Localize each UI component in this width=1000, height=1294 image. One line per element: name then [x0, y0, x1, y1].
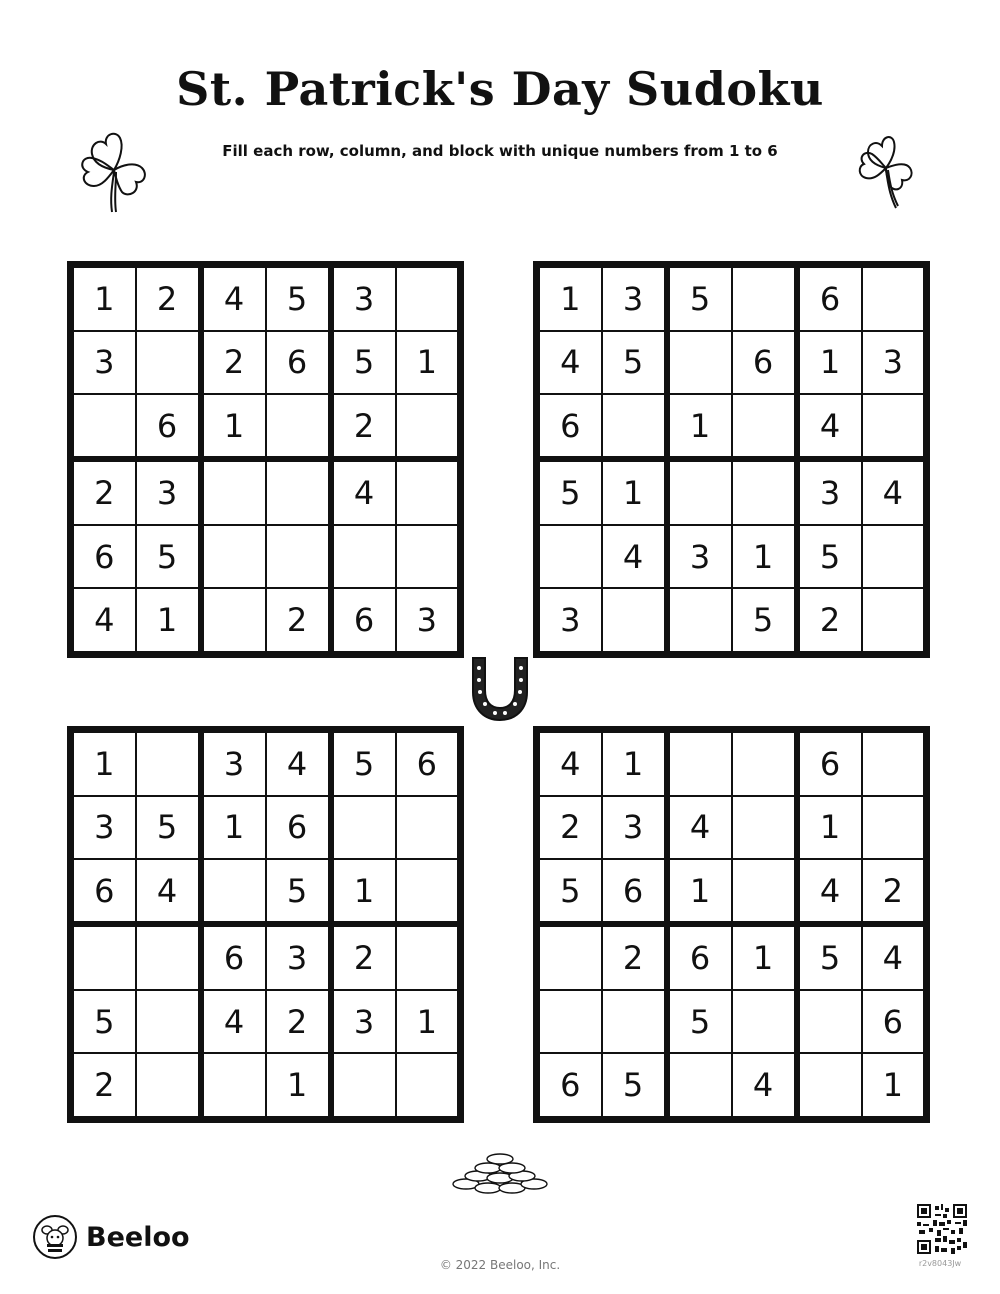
- sudoku-cell[interactable]: [71, 394, 136, 460]
- sudoku-cell[interactable]: 3: [797, 459, 862, 525]
- sudoku-cell[interactable]: 2: [201, 331, 266, 394]
- sudoku-cell[interactable]: 1: [862, 1053, 927, 1120]
- sudoku-cell[interactable]: 5: [71, 990, 136, 1053]
- sudoku-cell[interactable]: 3: [667, 525, 732, 588]
- sudoku-cell[interactable]: 5: [797, 525, 862, 588]
- sudoku-cell[interactable]: 6: [201, 924, 266, 990]
- sudoku-cell[interactable]: 6: [667, 924, 732, 990]
- sudoku-cell[interactable]: 1: [602, 459, 667, 525]
- sudoku-cell[interactable]: 6: [396, 730, 461, 797]
- sudoku-cell[interactable]: [396, 796, 461, 859]
- sudoku-cell[interactable]: 2: [136, 265, 201, 332]
- sudoku-cell[interactable]: 4: [797, 394, 862, 460]
- sudoku-cell[interactable]: [732, 796, 797, 859]
- brand-logo: [32, 1214, 190, 1260]
- sudoku-cell[interactable]: [667, 730, 732, 797]
- sudoku-cell[interactable]: 3: [201, 730, 266, 797]
- sudoku-cell[interactable]: 6: [266, 331, 331, 394]
- sudoku-cell[interactable]: 4: [331, 459, 396, 525]
- sudoku-cell[interactable]: [396, 525, 461, 588]
- sudoku-puzzle-3: [67, 726, 464, 1123]
- sudoku-cell[interactable]: [331, 796, 396, 859]
- sudoku-cell[interactable]: 3: [862, 331, 927, 394]
- sudoku-cell[interactable]: 2: [862, 859, 927, 925]
- sudoku-cell[interactable]: 6: [71, 859, 136, 925]
- sudoku-cell[interactable]: 3: [396, 588, 461, 655]
- sudoku-cell[interactable]: [862, 588, 927, 655]
- sudoku-cell[interactable]: [396, 459, 461, 525]
- sudoku-cell[interactable]: [732, 730, 797, 797]
- sudoku-cell[interactable]: 6: [537, 1053, 602, 1120]
- sudoku-cell[interactable]: [201, 1053, 266, 1120]
- sudoku-cell[interactable]: [862, 525, 927, 588]
- sudoku-cell[interactable]: [201, 859, 266, 925]
- sudoku-cell[interactable]: [732, 394, 797, 460]
- sudoku-cell[interactable]: 1: [71, 265, 136, 332]
- sudoku-cell[interactable]: [602, 588, 667, 655]
- sudoku-cell[interactable]: [396, 1053, 461, 1120]
- sudoku-cell[interactable]: 4: [136, 859, 201, 925]
- sudoku-cell[interactable]: 1: [201, 796, 266, 859]
- sudoku-cell[interactable]: [862, 730, 927, 797]
- sudoku-cell[interactable]: 6: [797, 265, 862, 332]
- sudoku-puzzle-4: [533, 726, 930, 1123]
- sudoku-cell[interactable]: 2: [266, 588, 331, 655]
- sudoku-grid: [533, 726, 930, 1123]
- sudoku-cell[interactable]: [396, 859, 461, 925]
- sudoku-cell[interactable]: 3: [331, 990, 396, 1053]
- sudoku-cell[interactable]: 2: [331, 924, 396, 990]
- sudoku-cell[interactable]: 1: [71, 730, 136, 797]
- sudoku-cell[interactable]: [797, 1053, 862, 1120]
- sudoku-cell[interactable]: 2: [602, 924, 667, 990]
- sudoku-puzzle-1: [67, 261, 464, 658]
- sudoku-cell[interactable]: [667, 588, 732, 655]
- sudoku-cell[interactable]: [201, 525, 266, 588]
- sudoku-cell[interactable]: 6: [71, 525, 136, 588]
- sudoku-cell[interactable]: 3: [71, 796, 136, 859]
- sudoku-cell[interactable]: 2: [537, 796, 602, 859]
- sudoku-cell[interactable]: 1: [732, 924, 797, 990]
- sudoku-cell[interactable]: [537, 990, 602, 1053]
- sudoku-cell[interactable]: 3: [602, 265, 667, 332]
- sudoku-cell[interactable]: 3: [71, 331, 136, 394]
- sudoku-cell[interactable]: 1: [396, 331, 461, 394]
- sudoku-cell[interactable]: 5: [667, 990, 732, 1053]
- sudoku-cell[interactable]: 1: [331, 859, 396, 925]
- sudoku-cell[interactable]: 6: [797, 730, 862, 797]
- sudoku-cell[interactable]: 1: [136, 588, 201, 655]
- sudoku-cell[interactable]: 5: [266, 265, 331, 332]
- sudoku-cell[interactable]: 5: [136, 525, 201, 588]
- sudoku-cell[interactable]: [732, 990, 797, 1053]
- sudoku-cell[interactable]: 3: [537, 588, 602, 655]
- sudoku-cell[interactable]: 5: [602, 1053, 667, 1120]
- sudoku-grid: [533, 261, 930, 658]
- sudoku-cell[interactable]: 5: [732, 588, 797, 655]
- sudoku-cell[interactable]: 6: [331, 588, 396, 655]
- sudoku-grid: [67, 726, 464, 1123]
- sudoku-cell[interactable]: [396, 265, 461, 332]
- sudoku-cell[interactable]: 5: [136, 796, 201, 859]
- document-code: r2v8043Jw: [918, 1259, 962, 1268]
- sudoku-cell[interactable]: 4: [201, 265, 266, 332]
- sudoku-cell[interactable]: 3: [136, 459, 201, 525]
- sudoku-cell[interactable]: 6: [266, 796, 331, 859]
- sudoku-cell[interactable]: 1: [797, 331, 862, 394]
- sudoku-cell[interactable]: 4: [862, 459, 927, 525]
- sudoku-cell[interactable]: 6: [602, 859, 667, 925]
- sudoku-cell[interactable]: [71, 924, 136, 990]
- sudoku-cell[interactable]: 1: [667, 394, 732, 460]
- sudoku-cell[interactable]: 6: [537, 394, 602, 460]
- sudoku-cell[interactable]: [331, 1053, 396, 1120]
- sudoku-cell[interactable]: [732, 859, 797, 925]
- sudoku-cell[interactable]: 1: [266, 1053, 331, 1120]
- sudoku-cell[interactable]: 4: [537, 331, 602, 394]
- sudoku-cell[interactable]: 3: [331, 265, 396, 332]
- sudoku-cell[interactable]: 4: [602, 525, 667, 588]
- sudoku-cell[interactable]: 2: [331, 394, 396, 460]
- shamrock-icon: [74, 128, 154, 216]
- sudoku-cell[interactable]: 1: [602, 730, 667, 797]
- sudoku-cell[interactable]: 4: [732, 1053, 797, 1120]
- sudoku-cell[interactable]: [201, 459, 266, 525]
- sudoku-cell[interactable]: 6: [862, 990, 927, 1053]
- sudoku-cell[interactable]: 2: [797, 588, 862, 655]
- sudoku-cell[interactable]: [602, 394, 667, 460]
- sudoku-cell[interactable]: 2: [71, 459, 136, 525]
- sudoku-cell[interactable]: 5: [331, 730, 396, 797]
- sudoku-cell[interactable]: 1: [667, 859, 732, 925]
- sudoku-cell[interactable]: 5: [667, 265, 732, 332]
- sudoku-cell[interactable]: 5: [537, 859, 602, 925]
- sudoku-cell[interactable]: 5: [331, 331, 396, 394]
- sudoku-cell[interactable]: [667, 459, 732, 525]
- copyright: © 2022 Beeloo, Inc.: [439, 1258, 561, 1272]
- sudoku-cell[interactable]: 4: [71, 588, 136, 655]
- sudoku-cell[interactable]: 1: [732, 525, 797, 588]
- shamrock-icon: [852, 132, 922, 212]
- sudoku-puzzle-2: [533, 261, 930, 658]
- sudoku-cell[interactable]: [862, 394, 927, 460]
- page-title: St. Patrick's Day Sudoku: [176, 62, 824, 116]
- sudoku-cell[interactable]: [667, 1053, 732, 1120]
- instructions: Fill each row, column, and block with unique numbers from 1 to 6: [222, 142, 778, 160]
- sudoku-grid: [67, 261, 464, 658]
- sudoku-cell[interactable]: 2: [71, 1053, 136, 1120]
- sudoku-cell[interactable]: [797, 990, 862, 1053]
- sudoku-cell[interactable]: [396, 394, 461, 460]
- sudoku-cell[interactable]: 1: [797, 796, 862, 859]
- sudoku-cell[interactable]: 4: [537, 730, 602, 797]
- sudoku-cell[interactable]: 1: [396, 990, 461, 1053]
- sudoku-cell[interactable]: 4: [266, 730, 331, 797]
- sudoku-cell[interactable]: [266, 525, 331, 588]
- sudoku-cell[interactable]: 3: [266, 924, 331, 990]
- sudoku-cell[interactable]: 5: [537, 459, 602, 525]
- horseshoe-icon: [467, 654, 533, 724]
- sudoku-cell[interactable]: 4: [667, 796, 732, 859]
- gold-coins-icon: [450, 1148, 550, 1198]
- sudoku-cell[interactable]: [732, 459, 797, 525]
- sudoku-cell[interactable]: 6: [732, 331, 797, 394]
- sudoku-cell[interactable]: [136, 331, 201, 394]
- sudoku-cell[interactable]: [266, 394, 331, 460]
- sudoku-cell[interactable]: [602, 990, 667, 1053]
- sudoku-cell[interactable]: [537, 924, 602, 990]
- sudoku-cell[interactable]: [136, 990, 201, 1053]
- sudoku-cell[interactable]: 5: [797, 924, 862, 990]
- sudoku-cell[interactable]: [136, 924, 201, 990]
- sudoku-cell[interactable]: [201, 588, 266, 655]
- qr-code-icon: [917, 1204, 967, 1254]
- sudoku-cell[interactable]: 5: [602, 331, 667, 394]
- sudoku-cell[interactable]: 5: [266, 859, 331, 925]
- sudoku-cell[interactable]: [266, 459, 331, 525]
- sudoku-cell[interactable]: [331, 525, 396, 588]
- sudoku-cell[interactable]: 6: [136, 394, 201, 460]
- sudoku-cell[interactable]: [862, 265, 927, 332]
- sudoku-cell[interactable]: [537, 525, 602, 588]
- sudoku-cell[interactable]: [667, 331, 732, 394]
- sudoku-cell[interactable]: [396, 924, 461, 990]
- sudoku-cell[interactable]: [862, 796, 927, 859]
- sudoku-cell[interactable]: [136, 1053, 201, 1120]
- sudoku-cell[interactable]: 1: [201, 394, 266, 460]
- sudoku-cell[interactable]: 4: [862, 924, 927, 990]
- sudoku-cell[interactable]: 3: [602, 796, 667, 859]
- sudoku-cell[interactable]: 4: [201, 990, 266, 1053]
- sudoku-cell[interactable]: 2: [266, 990, 331, 1053]
- sudoku-cell[interactable]: [136, 730, 201, 797]
- sudoku-cell[interactable]: 4: [797, 859, 862, 925]
- brand-name: Beeloo: [86, 1221, 190, 1253]
- sudoku-cell[interactable]: 1: [537, 265, 602, 332]
- sudoku-cell[interactable]: [732, 265, 797, 332]
- bee-logo-icon: [32, 1214, 78, 1260]
